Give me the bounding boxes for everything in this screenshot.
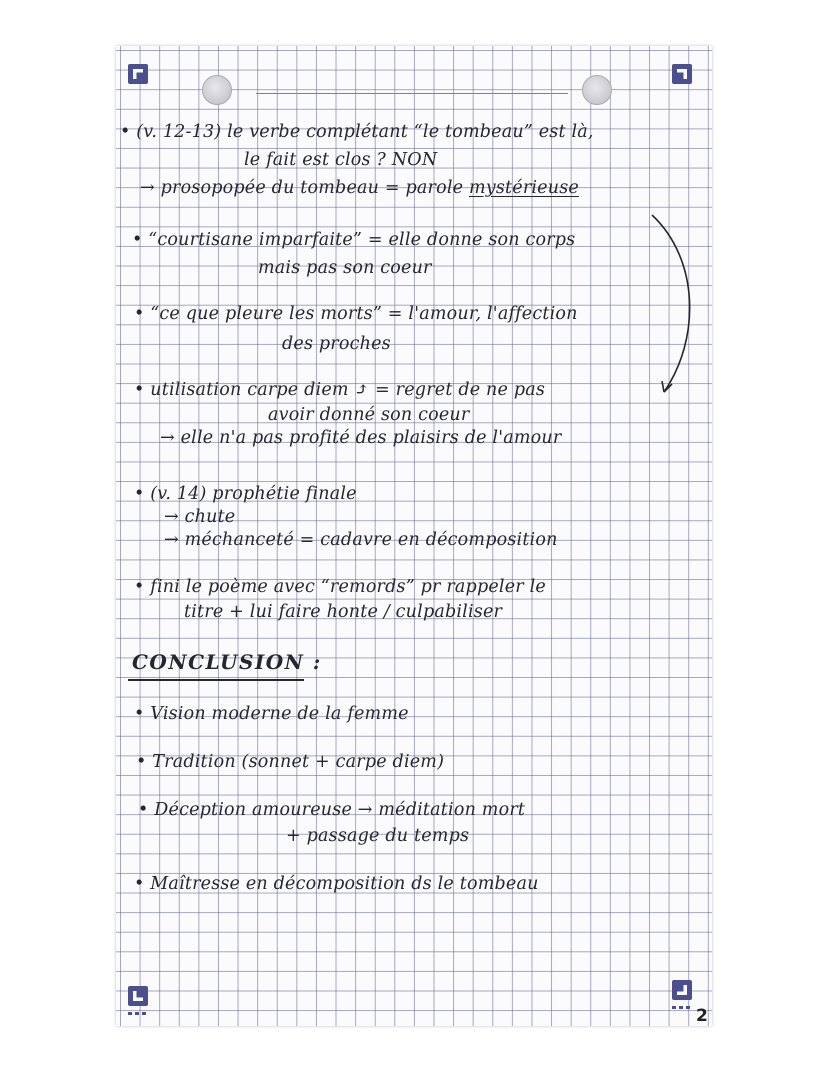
note-line: titre + lui faire honte / culpabiliser <box>184 602 503 622</box>
conclusion-item: • Maîtresse en décomposition ds le tombeau <box>134 874 539 894</box>
note-text: → prosopopée du tombeau = parole <box>140 178 469 198</box>
note-line: mais pas son coeur <box>258 258 432 278</box>
note-line: → elle n'a pas profité des plaisirs de l'amour <box>160 428 562 448</box>
note-line: le fait est clos ? NON <box>244 150 438 170</box>
conclusion-heading: CONCLUSION : <box>132 650 322 674</box>
note-line: • fini le poème avec “remords” pr rappeler le <box>134 577 546 597</box>
note-line: • “courtisane imparfaite” = elle donne son corps <box>132 230 576 250</box>
conclusion-item: + passage du temps <box>286 826 470 846</box>
note-line: des proches <box>282 334 391 354</box>
note-line: • (v. 14) prophétie finale <box>134 484 357 504</box>
conclusion-item: • Tradition (sonnet + carpe diem) <box>136 752 445 772</box>
conclusion-item: • Vision moderne de la femme <box>134 704 409 724</box>
note-line: avoir donné son coeur <box>268 405 470 425</box>
underlined-word: mystérieuse <box>468 178 579 198</box>
note-line: → méchanceté = cadavre en décomposition <box>164 530 558 550</box>
note-line: → chute <box>164 507 236 527</box>
note-line: • (v. 12-13) le verbe complétant “le tombeau” est là, <box>120 122 594 142</box>
note-line: • utilisation carpe diem ⤴ = regret de ne pas <box>134 380 546 400</box>
connector-curve <box>652 215 690 392</box>
conclusion-item: • Déception amoureuse → méditation mort <box>138 800 526 820</box>
note-line: • “ce que pleure les morts” = l'amour, l'affection <box>134 304 578 324</box>
page-number: 2 <box>696 1006 708 1026</box>
